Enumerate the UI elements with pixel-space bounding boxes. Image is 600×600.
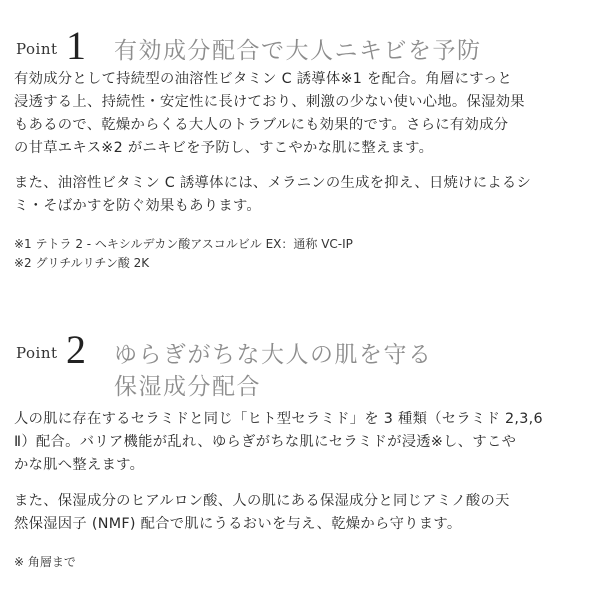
point-1-notes [14,235,353,273]
footnote: ※ 角層まで [14,555,76,569]
text-line: かな肌へ整えます。 [14,457,145,473]
point-2-header [0,320,600,400]
point-2-notes [14,553,76,572]
text-line: また、油溶性ビタミン C 誘導体には、メラニンの生成を抑え、日焼けによるシ [14,175,532,191]
point-1-paragraph-2 [14,172,594,218]
text-line: ミ・そばかすを防ぐ効果もあります。 [14,198,262,214]
point-1-paragraph-1 [14,68,594,160]
point-1-section [0,0,600,270]
text-line: 然保湿因子 (NMF) 配合で肌にうるおいを与え、乾燥から守ります。 [14,516,462,532]
text-line: もあるので、乾燥からくる大人のトラブルにも効果的です。さらに有効成分 [14,117,509,133]
point-label: Point [16,344,58,362]
text-line: 有効成分として持続型の油溶性ビタミン C 誘導体※1 を配合。角層にすっと [14,71,513,87]
point-1-header [0,0,600,68]
point-2-paragraph-1 [14,408,594,477]
point-1-heading: 有効成分配合で大人ニキビを予防 [114,38,482,64]
point-2-paragraph-2 [14,490,594,536]
text-line: 人の肌に存在するセラミドと同じ「ヒト型セラミド」を 3 種類（セラミド 2,3,6 [14,411,543,427]
point-number: 1 [66,23,86,68]
text-line: 浸透する上、持続性・安定性に長けており、刺激の少ない使い心地。保湿効果 [14,94,525,110]
text-line: Ⅱ）配合。バリア機能が乱れ、ゆらぎがちな肌にセラミドが浸透※し、すこや [14,434,517,450]
point-label: Point [16,40,58,58]
footnote: ※2 グリチルリチン酸 2K [14,256,150,270]
point-2-heading-line-2: 保湿成分配合 [114,374,261,400]
point-2-section [0,320,600,569]
text-line: また、保湿成分のヒアルロン酸、人の肌にある保湿成分と同じアミノ酸の天 [14,493,510,509]
point-2-heading-line-1: ゆらぎがちな大人の肌を守る [114,342,433,368]
text-line: の甘草エキス※2 がニキビを予防し、すこやかな肌に整えます。 [14,140,434,156]
point-number: 2 [66,327,86,372]
footnote: ※1 テトラ 2 - ヘキシルデカン酸アスコルビル EX：通称 VC-IP [14,237,353,251]
